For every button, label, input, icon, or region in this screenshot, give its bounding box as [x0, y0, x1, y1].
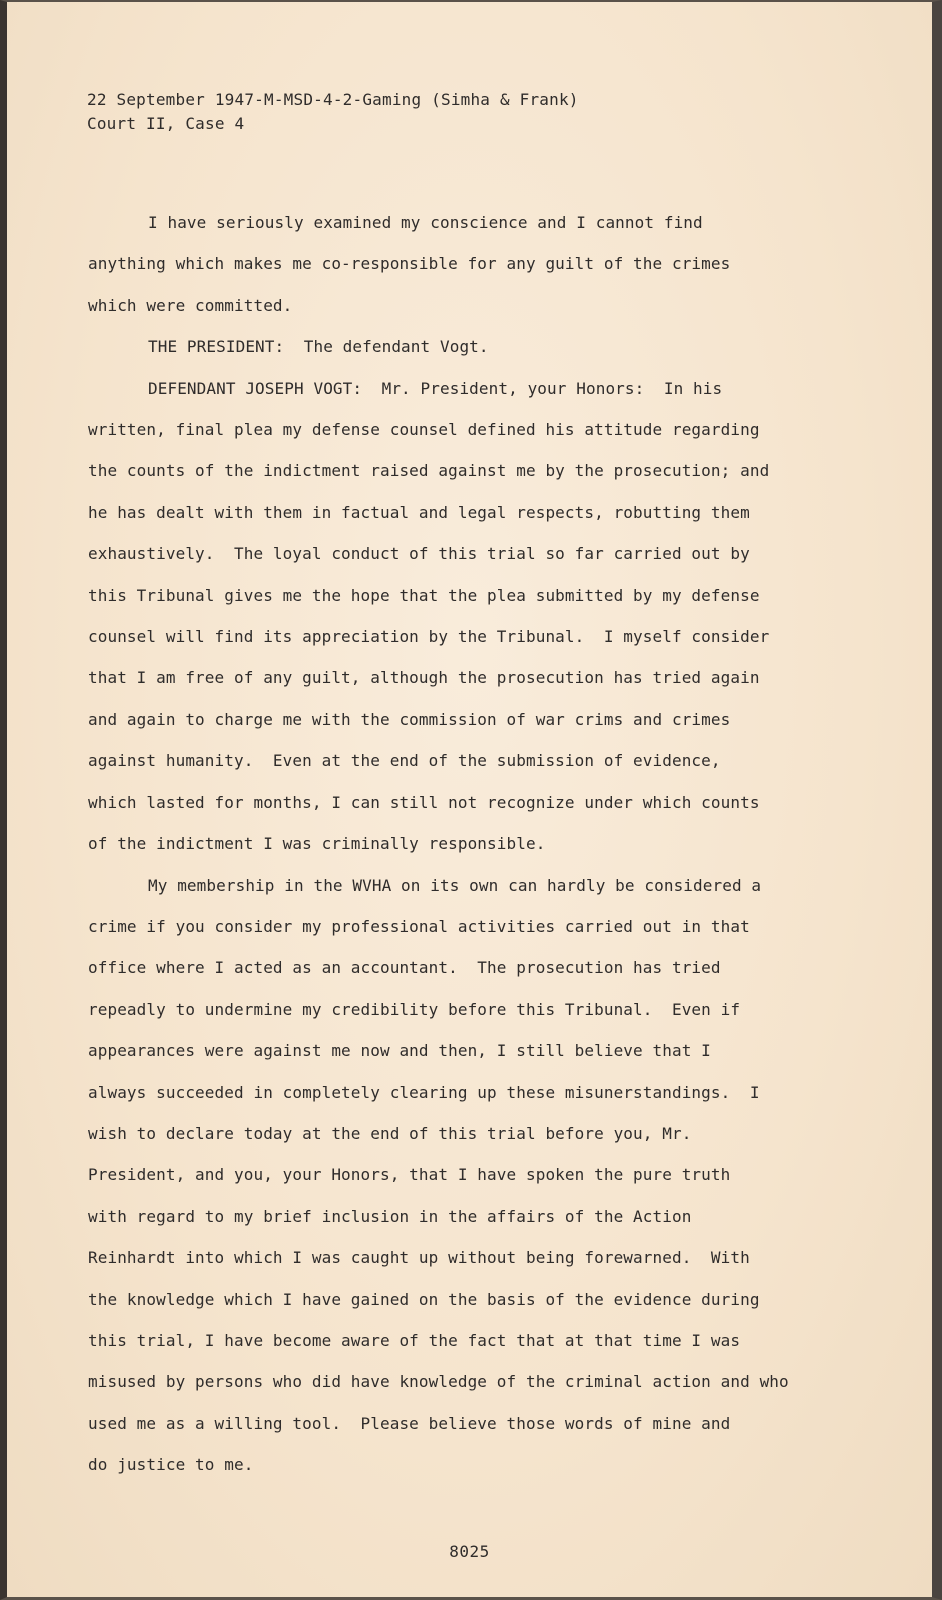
transcript-line: THE PRESIDENT: The defendant Vogt.	[148, 337, 489, 357]
transcript-line: My membership in the WVHA on its own can hardly be considered a	[148, 875, 762, 895]
transcript-line: repeadly to undermine my credibility before this Tribunal. Even if	[88, 999, 741, 1019]
transcript-line: office where I acted as an accountant. The prosecution has tried	[88, 958, 721, 978]
transcript-line: crime if you consider my professional activities carried out in that	[88, 916, 750, 936]
transcript-line: which lasted for months, I can still not recognize under which counts	[88, 792, 760, 812]
transcript-line: the knowledge which I have gained on the basis of the evidence during	[88, 1289, 760, 1309]
transcript-line: I have seriously examined my conscience and I cannot find	[148, 213, 703, 232]
transcript-line: against humanity. Even at the end of the submission of evidence,	[88, 751, 721, 771]
transcript-line: Reinhardt into which I was caught up without being forewarned. With	[88, 1248, 750, 1268]
transcript-line: DEFENDANT JOSEPH VOGT: Mr. President, your Honors: In his	[148, 378, 723, 398]
page-number: 8025	[449, 1542, 490, 1561]
header-court-line: Court II, Case 4	[87, 114, 245, 133]
transcript-line: of the indictment I was criminally responsible.	[88, 834, 546, 854]
transcript-line: appearances were against me now and then, I still believe that I	[88, 1041, 711, 1061]
transcript-line: anything which makes me co-responsible for any guilt of the crimes	[88, 254, 731, 274]
transcript-line: and again to charge me with the commission of war crims and crimes	[88, 709, 731, 729]
document-header	[87, 88, 579, 136]
transcript-line: he has dealt with them in factual and legal respects, robutting them	[88, 502, 750, 522]
transcript-line: that I am free of any guilt, although the prosecution has tried again	[88, 668, 760, 688]
transcript-line: exhaustively. The loyal conduct of this trial so far carried out by	[88, 544, 750, 564]
transcript-line: misused by persons who did have knowledge of the criminal action and who	[88, 1372, 789, 1392]
transcript-line: used me as a willing tool. Please believe those words of mine and	[88, 1413, 731, 1433]
transcript-line: President, and you, your Honors, that I have spoken the pure truth	[88, 1165, 731, 1185]
transcript-line: written, final plea my defense counsel defined his attitude regarding	[88, 420, 760, 440]
transcript-line: the counts of the indictment raised against me by the prosecution; and	[88, 461, 770, 481]
transcript-line: counsel will find its appreciation by the Tribunal. I myself consider	[88, 627, 770, 647]
transcript-body	[88, 202, 858, 1486]
transcript-line: which were committed.	[88, 295, 293, 315]
transcript-line: this trial, I have become aware of the fact that at that time I was	[88, 1330, 741, 1350]
transcript-line: always succeeded in completely clearing up these misunerstandings. I	[88, 1082, 760, 1102]
transcript-line: do justice to me.	[88, 1455, 254, 1475]
transcript-line: this Tribunal gives me the hope that the plea submitted by my defense	[88, 585, 760, 605]
transcript-line: wish to declare today at the end of this trial before you, Mr.	[88, 1123, 692, 1143]
header-date-line: 22 September 1947-M-MSD-4-2-Gaming (Simha & Frank)	[87, 90, 579, 109]
transcript-line: with regard to my brief inclusion in the affairs of the Action	[88, 1206, 692, 1226]
